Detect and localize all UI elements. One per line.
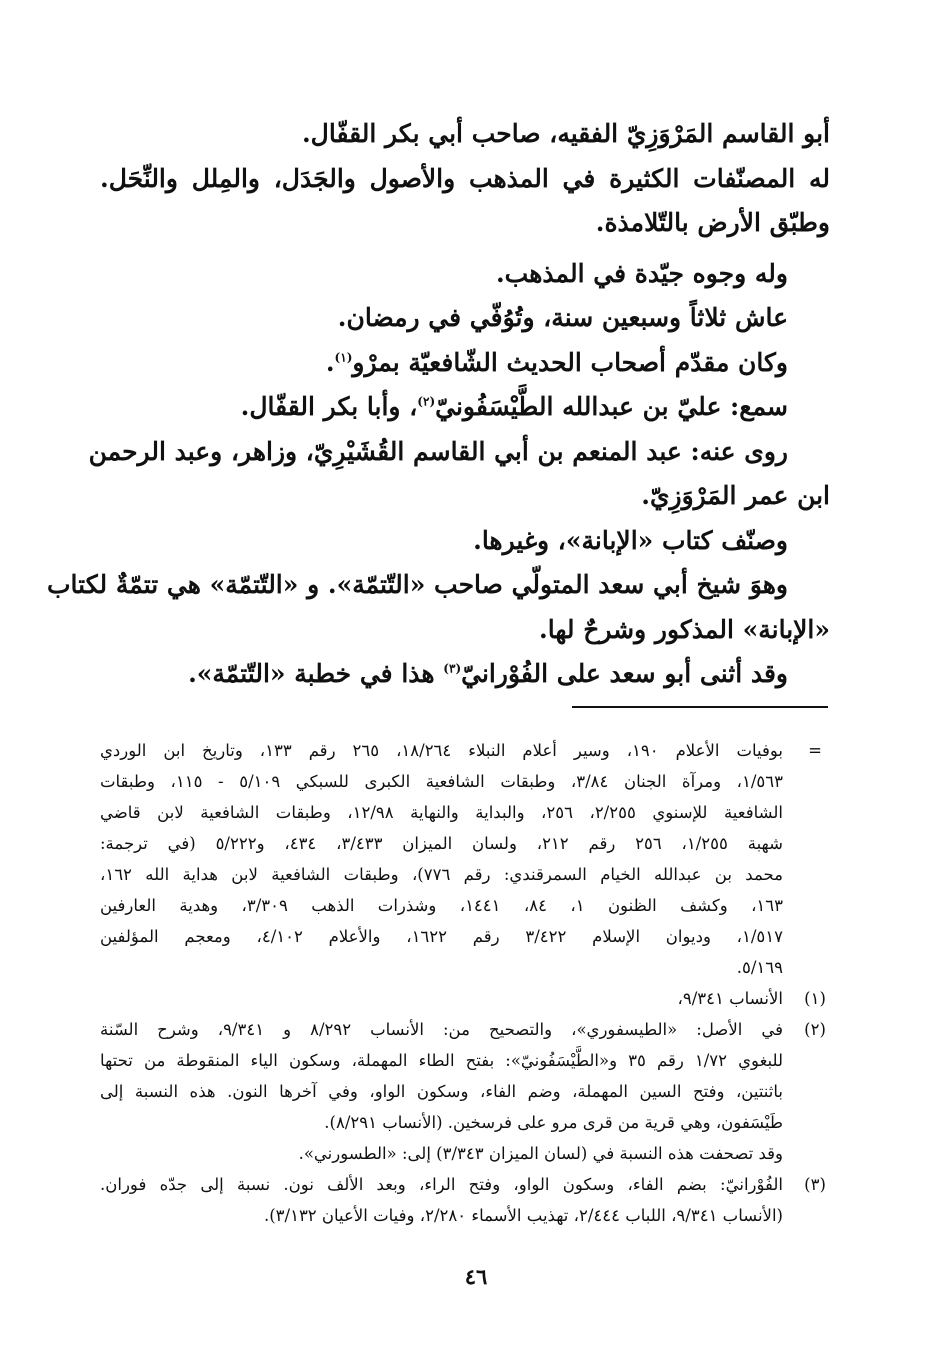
footnote-line: في الأصل: «الطيسفوري»، والتصحيح من: الأنساب ٨/٢٩٢ و ٩/٣٤١، وشرح السّنة xyxy=(100,1020,783,1039)
footnote-line: شهبة ١/٢٥٥، ٢٥٦ رقم ٢١٢، ولسان الميزان ٣/٤٣٣، ٤٣٤، و٥/٢٢٢ (في ترجمة: xyxy=(100,834,783,853)
footnote-line: وقد تصحفت هذه النسبة في (لسان الميزان ٣/٣٤٣) إلى: «الطسورني». xyxy=(298,1144,783,1163)
main-line xyxy=(100,385,830,430)
main-line-text: سمع: عليّ بن عبدالله الطَّيْسَفُونيّ xyxy=(435,392,788,421)
footnote-line: للبغوي ١/٧٢ رقم ٣٥ و«الطَّيْسَفُونيّ»: بفتح الطاء المهملة، وسكون الياء المنقوطة من تحتها xyxy=(100,1051,783,1070)
footnote-2 xyxy=(100,1014,833,1169)
main-line: «الإبانة» المذكور وشرحٌ لها. xyxy=(539,614,830,644)
main-line: أبو القاسم المَرْوَزِيّ الفقيه، صاحب أبي بكر القفّال. xyxy=(301,119,830,148)
main-line xyxy=(100,652,830,697)
main-line: وهوَ شيخ أبي سعد المتولّي صاحب «التّتمّة». و «التّتمّة» هي تتمّةٌ لكتاب xyxy=(47,570,788,599)
main-line-text: هذا في خطبة «التّتمّة». xyxy=(188,659,444,688)
footnote-ref-2[interactable]: (٢) xyxy=(417,394,436,409)
footnote-continuation xyxy=(100,735,833,983)
continuation-marker: = xyxy=(808,741,822,760)
footnote-separator xyxy=(572,706,828,708)
footnote-ref-1[interactable]: (١) xyxy=(334,350,353,365)
page-number: ٤٦ xyxy=(464,1264,488,1289)
footnote-line: ٥/١٦٩. xyxy=(736,958,783,977)
footnote-line: الأنساب ٩/٣٤١، xyxy=(677,989,783,1008)
footnote-marker: (٢) xyxy=(804,1020,826,1039)
main-line: عاش ثلاثاً وسبعين سنة، وتُوُفّي في رمضان. xyxy=(337,303,788,332)
main-line-text: وكان مقدّم أصحاب الحديث الشّافعيّة بمرْو xyxy=(352,347,788,377)
main-line: روى عنه: عبد المنعم بن أبي القاسم القُشَيْرِيّ، وزاهر، وعبد الرحمن xyxy=(88,436,788,466)
footnote-line: الشافعية للإسنوي ٢/٢٥٥، ٢٥٦، والبداية والنهاية ١٢/٩٨، وطبقات الشافعية لابن قاضي xyxy=(100,803,783,822)
main-line: ابن عمر المَرْوَزِيّ. xyxy=(641,481,830,510)
footnote-line: ١/٥٦٣، ومرآة الجنان ٣/٨٤، وطبقات الشافعية الكبرى للسبكي ٥/١٠٩ - ١١٥، وطبقات xyxy=(100,772,783,791)
footnote-line: ١/٥١٧، وديوان الإسلام ٣/٤٢٢ رقم ١٦٢٢، والأعلام ٤/١٠٢، ومعجم المؤلفين xyxy=(100,927,784,946)
footnote-line: بوفيات الأعلام ١٩٠، وسير أعلام النبلاء ١٨/٢٦٤، ٢٦٥ رقم ١٣٣، وتاريخ ابن الوردي xyxy=(100,741,784,760)
footnote-ref-3[interactable]: (٣) xyxy=(443,661,462,676)
footnote-line: ١٦٣، وكشف الظنون ١، ٨٤، ١٤٤١، وشذرات الذهب ٣/٣٠٩، وهدية العارفين xyxy=(100,896,784,915)
main-line-text: ، وأبا بكر القفّال. xyxy=(240,392,418,421)
footnote-line: (الأنساب ٩/٣٤١، اللباب ٢/٤٤٤، تهذيب الأسماء ٢/٢٨٠، وفيات الأعيان ٣/١٣٢). xyxy=(263,1206,783,1225)
main-line: وله وجوه جيّدة في المذهب. xyxy=(495,258,788,288)
footnotes xyxy=(100,735,833,1231)
footnote-line: الفُوْرانيّ: بضم الفاء، وسكون الواو، وفتح الراء، وبعد الألف نون. نسبة إلى جدّه فوران. xyxy=(100,1175,783,1194)
footnote-1 xyxy=(100,983,833,1014)
footnote-line: طَيْسَفون، وهي قرية من قرى مرو على فرسخين. (الأنساب ٨/٢٩١). xyxy=(324,1113,783,1132)
main-line: وصنّف كتاب «الإبانة»، وغيرها. xyxy=(473,525,788,555)
main-line: وكان مقدّم أصحاب الحديث الشّافعيّة بمرْو$^{(١)}$. xyxy=(325,347,788,377)
main-text xyxy=(47,112,830,697)
footnote-marker: (٣) xyxy=(804,1175,826,1194)
main-line-text: وقد أثنى أبو سعد على الفُوْرانيّ xyxy=(461,659,788,688)
main-line: له المصنّفات الكثيرة في المذهب والأصول والجَدَل، والمِلل والنِّحَل. xyxy=(100,163,830,193)
footnote-marker: (١) xyxy=(804,989,826,1008)
footnote-line: محمد بن عبدالله الخيام السمرقندي: رقم ٧٧٦)، وطبقات الشافعية لابن هداية الله ١٦٢، xyxy=(100,865,783,884)
footnote-line: باثنتين، وفتح السين المهملة، وضم الفاء، وسكون الواو، وفي آخرها النون. هذه النسبة إلى xyxy=(100,1082,783,1101)
footnote-3 xyxy=(100,1169,833,1231)
main-line: وطبّق الأرض بالتّلامذة. xyxy=(595,208,830,237)
